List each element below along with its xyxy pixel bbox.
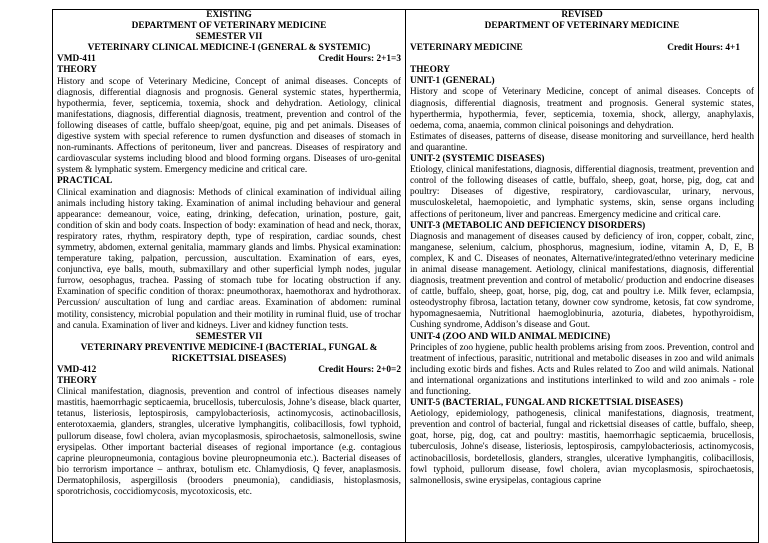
existing-heading: EXISTING [206,10,252,20]
unit4-title: UNIT-4 (ZOO AND WILD ANIMAL MEDICINE) [410,331,611,342]
course1-theory-text: History and scope of Veterinary Medicine, Concept of animal diseases. Concepts of diagnosis, differential diagnosis and prognosis. General systemic states, hyperthermia, hypothermia, fever, septicemia, toxemia, shock and dehydration. Aetiology, clinical manifestations, diagnosis, differential diagnosis, treatment, prevention and control of the following diseases of cattle, buffalo sheep/goat, equine, pig and pet animals. Diseases of digestive system with special reference to rumen dysfunction and diseases of stomach in non-ruminants. Affections of peritoneum, liver and pancreas. Diseases of respiratory and cardiovascular systems including blood and blood forming organs. Diseases of uro-genital system & lymphatic system. Emergency medicine and critical care. [57,76,401,176]
course2-theory-label: THEORY [57,376,97,387]
unit5-title: UNIT-5 (BACTERIAL, FUNGAL AND RICKETTSIAL DISEASES) [410,398,683,409]
unit3-text: Diagnosis and management of diseases caused by deficiency of iron, copper, cobalt, zinc, manganese, selenium, calcium, phosphorus, magnesium, iodine, vitamin A, D, E, B complex, K and C. Diseases of neonates, Alternative/integrated/ethno veterinary medicine in animal disease management. Aetiology, clinical manifestations, diagnosis, differential diagnosis, treatment prevention and control of metabolic/ production and endocrine diseases of cattle, buffalo, sheep, goat, horse, pig, dog, cat and poultry i.e. Milk fever, eclampsia, osteodystrophy fibrosa, lactation tetany, downer cow syndrome, ketosis, fat cow syndrome, hypomagnesaemia, Nutritional haemoglobinuria, azoturia, diabetes, hypothyroidism, Cushing syndrome, Addison’s disease and Gout. [410,231,754,331]
course2-semester: SEMESTER VII [195,331,263,342]
revised-course-credits: Credit Hours: 4+1 [667,43,740,54]
course1-theory-label: THEORY [57,65,97,76]
course2-credits: Credit Hours: 2+0=2 [318,365,401,375]
course1-practical-text: Clinical examination and diagnosis: Methods of clinical examination of individual ailing animals including history taking. Examination of animal including behaviour and general appearance: demeanour, voice, eating, drinking, defecation, urination, posture, gait, condition of skin and body coats. Inspection of body: examination of head and neck, thorax, respiratory rates, rhythm, respiratory depth, type of respiration, cardiac sounds, chest symmetry, abdomen, external genitalia, mammary glands and limbs. Physical examination: temperature taking, palpation, percussion, auscultation. Examination of ears, eyes, conjunctiva, eye balls, mouth, submaxillary and other superficial lymph nodes, jugular furrow, oesophagus, trachea. Passing of stomach tube for locating obstruction if any. Examination of specific condition of thorax: pneumothorax, haemothorax and hydrothorax. Percussion/ auscultation of lung and cardiac areas. Examination of abdomen: ruminal motility, consistency, microbial population and their motility in ruminal fluid, use of trochar and canula. Examination of liver and kidneys. Liver and kidney function tests. [57,187,401,331]
unit3-title: UNIT-3 (METABOLIC AND DEFICIENCY DISORDERS) [410,220,646,231]
unit4-text: Principles of zoo hygiene, public health problems arising from zoos. Prevention, control and treatment of infectious, parasitic, nutritional and metabolic diseases in zoo and wild animals including exotic birds and fishes. Acts and Rules related to Zoo and wild animals. National and international organizations and institutions interlinked to wild and zoo animals - role and functioning. [410,342,754,397]
revised-course-header [410,43,754,54]
revised-spacer [410,32,754,43]
course2-theory-text: Clinical manifestation, diagnosis, prevention and control of infectious diseases namely mastitis, haemorrhagic septicaemia, brucellosis, tuberculosis, Johne’s disease, black quarter, tetanus, listeriosis, leptospirosis, campylobacteriosis, actinomycosis, actinobacillosis, enterotoxaemia, glanders, strangles, ulcerative lymphangitis, colibacillosis, fowl typhoid, pullorum disease, fowl cholera, avian mycoplasmosis, spirochaetosis, salmonellosis, swine erysipelas. Other important bacterial diseases of regional importance (e.g. contagious caprine pleuropneumonia, contagious bovine pleuropneumonia etc.). Bacterial diseases of bio terrorism importance – anthrax, botulism etc. Chlamydiosis, Q fever, anaplasmosis. Dermatophilosis, aspergillosis (brooders pneumonia), candidiasis, histoplasmosis, sporotrichosis, coccidiomycosis, mycotoxicosis, etc. [57,387,401,498]
existing-semester: SEMESTER VII [195,32,263,43]
revised-theory-label: THEORY [410,65,450,76]
course1-practical-label: PRACTICAL [57,176,113,187]
revised-heading: REVISED [561,10,603,20]
course1-code: VMD-411 [57,54,96,65]
revised-department: DEPARTMENT OF VETERINARY MEDICINE [484,21,680,32]
unit1-text: History and scope of Veterinary Medicine, concept of animal diseases. Concepts of diagnosis, differential diagnosis, treatment and prognosis. General systemic states, hyperthermia, hypothermia, fever, septicemia, toxemia, shock, allergy, anaphylaxis, oedema, coma, anaemia, common clinical poisonings and dehydration. [410,87,754,131]
existing-department: DEPARTMENT OF VETERINARY MEDICINE [131,21,327,32]
course2-title: VETERINARY PREVENTIVE MEDICINE-I (BACTERIAL, FUNGAL & RICKETTSIAL DISEASES) [80,342,378,364]
unit5-text: Aetiology, epidemiology, pathogenesis, clinical manifestations, diagnosis, treatment, prevention and control of bacterial, fungal and rickettsial diseases of cattle, buffalo, sheep, goat, horse, pig, dog, cat and poultry: mastitis, haemorrhagic septicaemia, brucellosis, tuberculosis, Johne's disease, listeriosis, leptospirosis, campylobacteriosis, actinomycosis, actinobacillosis, bordetellosis, glanders, strangles, ulcerative lymphangitis, colibacillosis, fowl typhoid, pullorum disease, fowl cholera, avian mycoplasmosis, spirochaetosis, salmonellosis, swine erysipelas, contagious caprine [410,409,754,486]
course2-code: VMD-412 [57,365,97,375]
curriculum-comparison-table [52,9,759,543]
unit2-title: UNIT-2 (SYSTEMIC DISEASES) [410,154,545,165]
unit2-text: Etiology, clinical manifestations, diagnosis, differential diagnosis, treatment, prevention and control of the following diseases of cattle, buffalo, sheep, goat, horse, pig, dog, cat and poultry: Diseases of digestive, respiratory, cardiovascular, urinary, nervous, musculoskeletal, haemopoietic, and lymphatic systems, skin, sense organs including affections of peritoneum, liver and pancreas. Emergency medicine and critical care. [410,165,754,220]
course1-header [57,54,401,65]
course1-credits: Credit Hours: 2+1=3 [318,54,401,65]
existing-column [53,10,406,543]
revised-course-title: VETERINARY MEDICINE [410,43,523,54]
unit1-text-2: Estimates of diseases, patterns of disease, disease monitoring and surveillance, herd health and quarantine. [410,131,754,153]
revised-spacer-2 [410,54,754,65]
course2-header [57,365,401,376]
revised-column [406,10,759,543]
course1-title: VETERINARY CLINICAL MEDICINE-I (GENERAL & SYSTEMIC) [87,43,371,54]
unit1-title: UNIT-1 (GENERAL) [410,76,495,87]
